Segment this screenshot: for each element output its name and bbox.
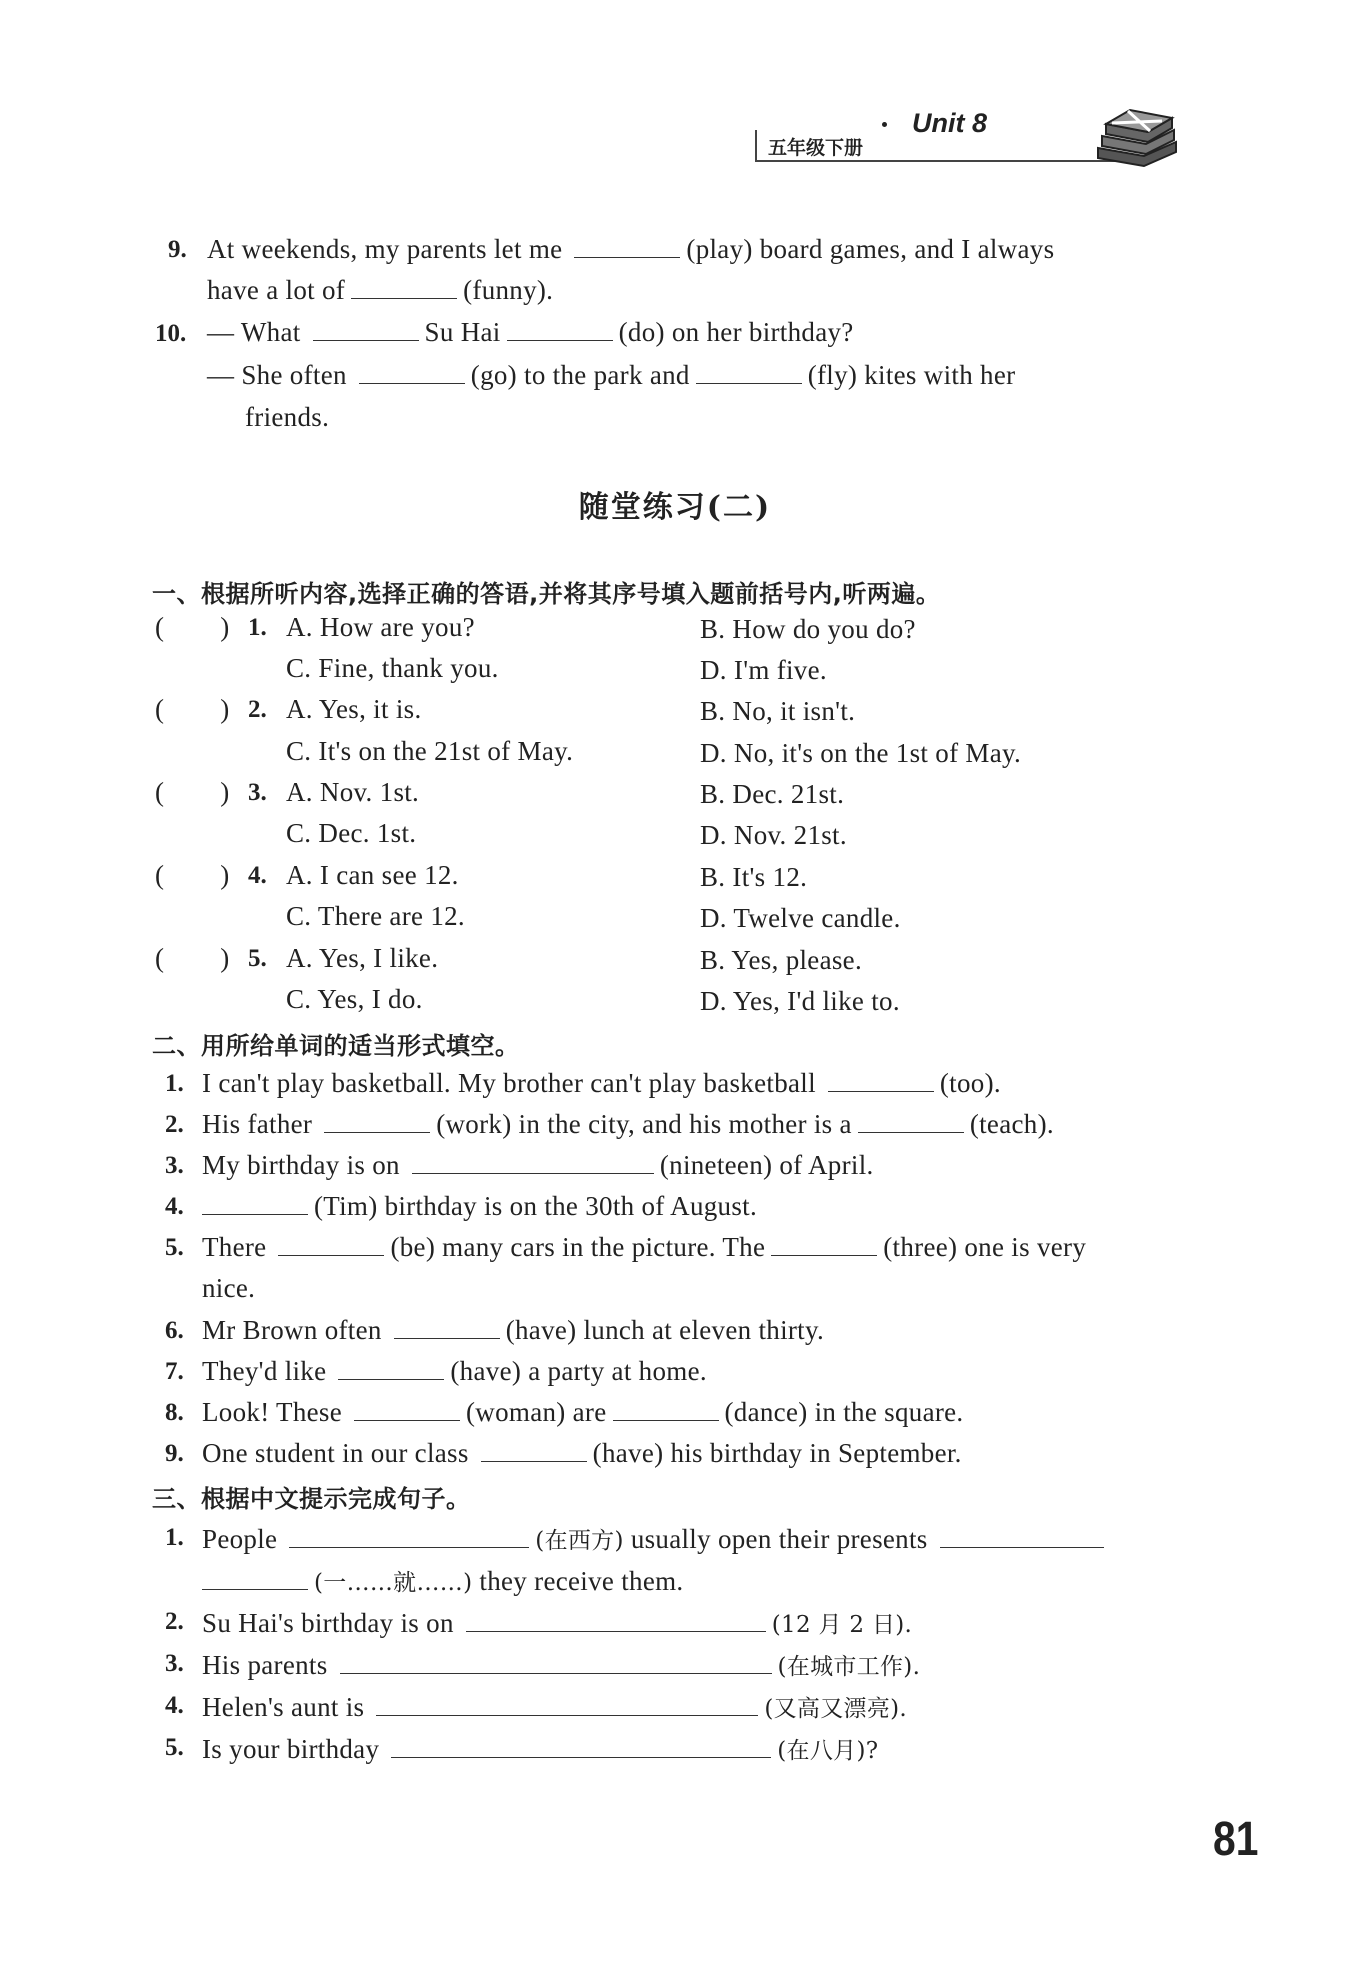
answer-blank[interactable] (324, 1110, 430, 1133)
question-text-part: (funny). (463, 275, 554, 305)
item-text-part: usually open their presents (630, 1524, 928, 1554)
answer-blank[interactable] (412, 1151, 654, 1174)
item-number: 3. (165, 1152, 184, 1179)
item-text-part: His parents (202, 1650, 328, 1680)
answer-bracket[interactable]: ( ) (155, 777, 230, 807)
answer-blank[interactable] (858, 1110, 964, 1133)
question-text-part: (play) board games, and I always (686, 234, 1055, 264)
question-text-part: have a lot of (207, 275, 346, 305)
chinese-hint: (又高又漂亮). (764, 1696, 908, 1722)
item-number: 5. (248, 945, 267, 972)
answer-blank[interactable] (278, 1233, 384, 1256)
item-number: 6. (165, 1317, 184, 1344)
item-text-part: (woman) are (466, 1397, 607, 1427)
chinese-hint: (在西方) (535, 1528, 624, 1554)
item-text-part: (dance) in the square. (724, 1397, 964, 1427)
item-text-part: Is your birthday (202, 1734, 380, 1764)
item-number: 7. (165, 1358, 184, 1385)
option-a: A. Nov. 1st. (286, 777, 420, 807)
item-text (202, 1397, 964, 1428)
item-number: 5. (165, 1234, 184, 1261)
answer-blank[interactable] (828, 1069, 934, 1092)
option-d: D. No, it's on the 1st of May. (700, 738, 1022, 768)
item-text-part: Look! These (202, 1397, 343, 1427)
item-text (196, 1564, 683, 1597)
answer-bracket[interactable]: ( ) (155, 694, 230, 724)
item-number: 3. (248, 779, 267, 806)
option-c: C. There are 12. (286, 901, 465, 931)
header-dot (882, 122, 887, 127)
option-b: B. Dec. 21st. (700, 779, 845, 809)
answer-blank[interactable] (771, 1233, 877, 1256)
option-c: C. Yes, I do. (286, 984, 423, 1014)
question-text-part: — What (207, 317, 301, 347)
item-number: 4. (248, 862, 267, 889)
item-text-part: (Tim) birthday is on the 30th of August. (314, 1191, 758, 1221)
question-text-part: (do) on her birthday? (618, 317, 854, 347)
header-divider (755, 130, 757, 162)
item-number: 5. (165, 1734, 184, 1761)
item-text-part: His father (202, 1109, 313, 1139)
part2-heading: 二、用所给单词的适当形式填空。 (152, 1032, 520, 1060)
option-b: B. Yes, please. (700, 945, 863, 975)
option-c: C. Dec. 1st. (286, 818, 417, 848)
question-text-part: At weekends, my parents let me (207, 234, 563, 264)
item-text-part: Helen's aunt is (202, 1692, 365, 1722)
option-c: C. Fine, thank you. (286, 653, 499, 683)
question-text (207, 317, 854, 348)
section-title: 随堂练习(二) (578, 490, 772, 525)
item-number: 8. (165, 1399, 184, 1426)
item-number: 1. (165, 1524, 184, 1551)
item-text (202, 1109, 1054, 1140)
question-text (207, 234, 1054, 265)
answer-blank[interactable] (574, 235, 680, 258)
item-number: 2. (248, 696, 267, 723)
question-text-part: Su Hai (424, 317, 501, 347)
item-text (202, 1068, 1001, 1099)
item-text (202, 1232, 1086, 1263)
part3-heading: 三、根据中文提示完成句子。 (152, 1485, 471, 1513)
item-text (202, 1150, 874, 1181)
option-c: C. It's on the 21st of May. (286, 736, 574, 766)
option-d: D. I'm five. (700, 655, 827, 685)
item-text-part: (three) one is very (883, 1232, 1087, 1262)
item-number: 1. (165, 1070, 184, 1097)
question-number: 9. (168, 236, 187, 263)
item-text-part: (nineteen) of April. (659, 1150, 874, 1180)
chinese-hint: (在八月)? (777, 1738, 879, 1764)
item-text-part: (teach). (969, 1109, 1054, 1139)
answer-blank[interactable] (354, 1398, 460, 1421)
option-a: A. I can see 12. (286, 860, 459, 890)
item-text (202, 1732, 878, 1765)
answer-bracket[interactable]: ( ) (155, 612, 230, 642)
answer-blank[interactable] (289, 1525, 529, 1548)
chinese-hint: (12 月 2 日). (771, 1612, 913, 1638)
answer-blank[interactable] (613, 1398, 719, 1421)
answer-blank[interactable] (394, 1316, 500, 1339)
books-stack-icon (1092, 96, 1182, 168)
answer-bracket[interactable]: ( ) (155, 943, 230, 973)
answer-blank[interactable] (202, 1192, 308, 1215)
item-number: 2. (165, 1111, 184, 1138)
item-number: 3. (165, 1650, 184, 1677)
item-number: 9. (165, 1440, 184, 1467)
item-text (196, 1191, 757, 1222)
item-text-part: Mr Brown often (202, 1315, 382, 1345)
answer-blank[interactable] (338, 1357, 444, 1380)
item-text-part: (work) in the city, and his mother is a (436, 1109, 852, 1139)
item-number: 4. (165, 1692, 184, 1719)
item-text-part: (too). (939, 1068, 1001, 1098)
question-text-part: (go) to the park and (470, 360, 690, 390)
answer-blank[interactable] (481, 1439, 587, 1462)
item-number: 2. (165, 1608, 184, 1635)
option-b: B. It's 12. (700, 862, 808, 892)
option-a: A. Yes, I like. (286, 943, 439, 973)
item-text-part: They'd like (202, 1356, 327, 1386)
question-text (207, 275, 553, 306)
question-number: 10. (155, 320, 187, 347)
item-text-part: There (202, 1232, 267, 1262)
option-d: D. Nov. 21st. (700, 820, 847, 850)
item-number: 4. (165, 1193, 184, 1220)
unit-label: Unit 8 (912, 108, 988, 138)
page-number: 81 (1213, 1813, 1259, 1866)
option-b: B. No, it isn't. (700, 696, 856, 726)
item-text (202, 1648, 920, 1681)
item-text-part: (have) a party at home. (450, 1356, 707, 1386)
item-number: 1. (248, 614, 267, 641)
item-text-part: (have) his birthday in September. (592, 1438, 962, 1468)
question-text-part: — She often (207, 360, 347, 390)
item-text (202, 1356, 707, 1387)
item-text (202, 1315, 824, 1346)
answer-blank[interactable] (466, 1609, 766, 1632)
answer-blank[interactable] (359, 361, 465, 384)
answer-blank[interactable] (340, 1651, 772, 1674)
grade-label: 五年级下册 (768, 137, 864, 159)
item-text-part: they receive them. (479, 1566, 684, 1596)
chinese-hint: (在城市工作). (777, 1654, 921, 1680)
item-text (202, 1522, 1110, 1555)
option-b: B. How do you do? (700, 614, 916, 644)
answer-blank[interactable] (313, 318, 419, 341)
question-text-part: (fly) kites with her (807, 360, 1016, 390)
question-text (207, 360, 1015, 391)
answer-blank[interactable] (391, 1735, 771, 1758)
option-a: A. Yes, it is. (286, 694, 422, 724)
question-text: friends. (245, 402, 330, 432)
item-text-part: Su Hai's birthday is on (202, 1608, 454, 1638)
part1-heading: 一、根据所听内容,选择正确的答语,并将其序号填入题前括号内,听两遍。 (152, 580, 941, 608)
answer-blank[interactable] (507, 318, 613, 341)
item-text-part: One student in our class (202, 1438, 469, 1468)
option-d: D. Yes, I'd like to. (700, 986, 900, 1016)
item-text-part: (have) lunch at eleven thirty. (505, 1315, 825, 1345)
item-text-part: People (202, 1524, 278, 1554)
item-text (202, 1690, 907, 1723)
item-text-part: I can't play basketball. My brother can't play basketball (202, 1068, 816, 1098)
answer-blank[interactable] (696, 361, 802, 384)
item-text-part: My birthday is on (202, 1150, 400, 1180)
item-text (202, 1606, 912, 1639)
option-d: D. Twelve candle. (700, 903, 901, 933)
answer-blank[interactable] (202, 1567, 308, 1590)
option-a: A. How are you? (286, 612, 475, 642)
item-text-part: (be) many cars in the picture. The (390, 1232, 766, 1262)
answer-bracket[interactable]: ( ) (155, 860, 230, 890)
answer-blank[interactable] (376, 1693, 758, 1716)
answer-blank[interactable] (940, 1525, 1104, 1548)
item-text: nice. (202, 1273, 256, 1303)
chinese-hint: (一……就……) (314, 1570, 473, 1596)
header-rule (755, 160, 1140, 162)
item-text (202, 1438, 962, 1469)
answer-blank[interactable] (351, 276, 457, 299)
